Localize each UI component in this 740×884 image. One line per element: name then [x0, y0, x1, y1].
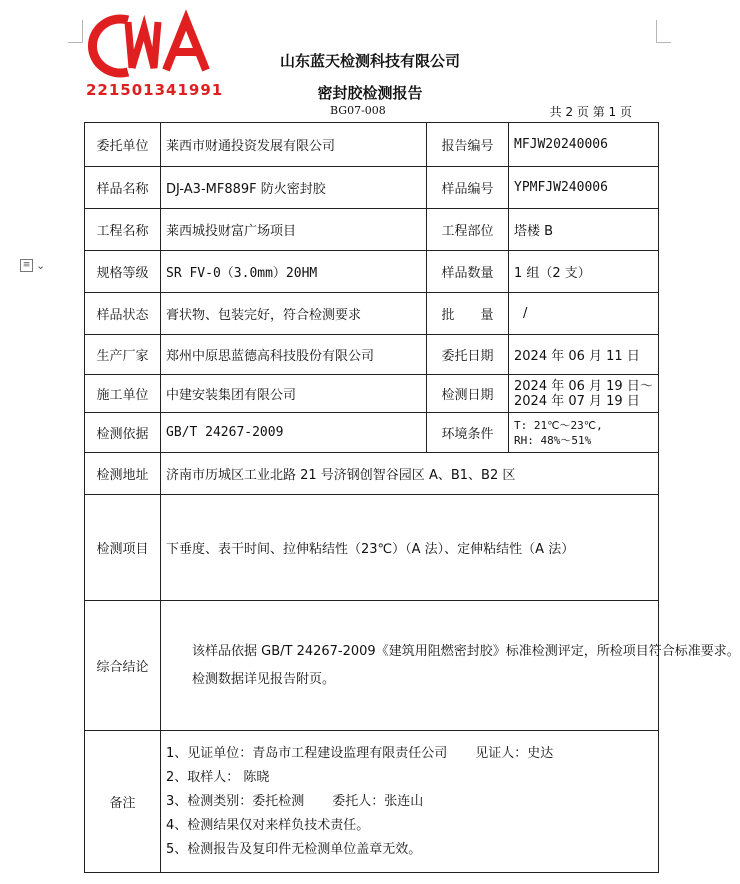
- test-date-label: 检测日期: [427, 375, 509, 413]
- qty-value: 1 组（2 支）: [509, 251, 659, 293]
- note-5: 5、检测报告及复印件无检测单位盖章无效。: [166, 841, 422, 857]
- test-date-value: [509, 375, 659, 413]
- conclusion-paragraph: 该样品依据 GB/T 24267-2009《建筑用阻燃密封胶》标准检测评定，所检项目符合标准要求。: [192, 643, 740, 659]
- client-label: 委托单位: [85, 123, 161, 167]
- layout-icon: ≡: [20, 259, 33, 272]
- state-value: 膏状物、包装完好，符合检测要求: [161, 293, 427, 335]
- notes-label: 备注: [85, 731, 161, 873]
- spec-label: 规格等级: [85, 251, 161, 293]
- notes-value: [161, 731, 659, 873]
- report-title: 密封胶检测报告: [317, 84, 423, 102]
- basis-value: GB/T 24267-2009: [161, 413, 427, 453]
- env-temperature: T: 21℃～23℃,: [514, 418, 603, 432]
- note-3-category: 3、检测类别：委托检测: [166, 793, 305, 809]
- address-label: 检测地址: [85, 453, 161, 495]
- table-row: [85, 413, 659, 453]
- batch-label: 批 量: [427, 293, 509, 335]
- project-label: 工程名称: [85, 209, 161, 251]
- note-4: 4、检测结果仅对来样负技术责任。: [166, 817, 370, 833]
- table-row: [85, 123, 659, 167]
- sample-name-value: DJ-A3-MF889F 防火密封胶: [161, 167, 427, 209]
- state-label: 样品状态: [85, 293, 161, 335]
- env-humidity: RH: 48%～51%: [514, 433, 592, 447]
- env-value: [509, 413, 659, 453]
- part-label: 工程部位: [427, 209, 509, 251]
- spec-value: SR FV-0（3.0mm）20HM: [161, 251, 427, 293]
- table-row: [85, 375, 659, 413]
- conclusion-value: [161, 601, 740, 731]
- table-row: [85, 453, 659, 495]
- table-row: [85, 167, 659, 209]
- report-no-label: 报告编号: [427, 123, 509, 167]
- maker-label: 生产厂家: [85, 335, 161, 375]
- project-value: 莱西城投财富广场项目: [161, 209, 427, 251]
- test-date-start: 2024 年 06 月 19 日～: [514, 378, 653, 394]
- table-row: [85, 601, 659, 731]
- qty-label: 样品数量: [427, 251, 509, 293]
- builder-value: 中建安装集团有限公司: [161, 375, 427, 413]
- chevron-down-icon: ⌄: [36, 259, 46, 272]
- sample-no-value: YPMFJW240006: [509, 167, 659, 209]
- sample-no-label: 样品编号: [427, 167, 509, 209]
- page-info: 共 2 页 第 1 页: [549, 105, 632, 119]
- conclusion-note: 检测数据详见报告附页。: [192, 671, 336, 687]
- note-1: [166, 742, 653, 766]
- report-no-value: MFJW20240006: [509, 123, 659, 167]
- document-code: BG07-008: [330, 104, 386, 117]
- items-value: 下垂度、表干时间、拉伸粘结性（23℃）（A 法）、定伸粘结性（A 法）: [161, 495, 659, 601]
- layout-options-button[interactable]: [20, 259, 45, 272]
- test-date-end: 2024 年 07 月 19 日: [514, 393, 640, 409]
- note-3-client: 委托人：张连山: [332, 793, 424, 809]
- margin-mark-left: [68, 20, 83, 43]
- basis-label: 检测依据: [85, 413, 161, 453]
- entrust-date-label: 委托日期: [427, 335, 509, 375]
- conclusion-label: 综合结论: [85, 601, 161, 731]
- table-row: [85, 293, 659, 335]
- report-table: [84, 122, 740, 873]
- note-1-witness: 见证人：史达: [475, 745, 554, 761]
- table-row: [85, 335, 659, 375]
- table-row: [85, 251, 659, 293]
- note-1-witness-unit: 1、见证单位：青岛市工程建设监理有限责任公司: [166, 745, 448, 761]
- maker-value: 郑州中原思蓝德高科技股份有限公司: [161, 335, 427, 375]
- note-2: 2、取样人： 陈晓: [166, 769, 270, 785]
- cma-logo-icon: [88, 14, 212, 76]
- batch-value: /: [509, 293, 659, 335]
- margin-mark-right: [656, 20, 671, 43]
- address-value: 济南市历城区工业北路 21 号济钢创智谷园区 A、B1、B2 区: [161, 453, 659, 495]
- entrust-date-value: 2024 年 06 月 11 日: [509, 335, 659, 375]
- cma-logo-text: CMA: [88, 14, 91, 15]
- table-row: [85, 495, 659, 601]
- sample-name-label: 样品名称: [85, 167, 161, 209]
- cert-number: 221501341991: [86, 81, 224, 99]
- client-value: 莱西市财通投资发展有限公司: [161, 123, 427, 167]
- table-row: [85, 209, 659, 251]
- company-name: 山东蓝天检测科技有限公司: [279, 52, 460, 70]
- table-row: [85, 731, 659, 873]
- part-value: 塔楼 B: [509, 209, 659, 251]
- note-3: [166, 790, 653, 814]
- builder-label: 施工单位: [85, 375, 161, 413]
- items-label: 检测项目: [85, 495, 161, 601]
- env-label: 环境条件: [427, 413, 509, 453]
